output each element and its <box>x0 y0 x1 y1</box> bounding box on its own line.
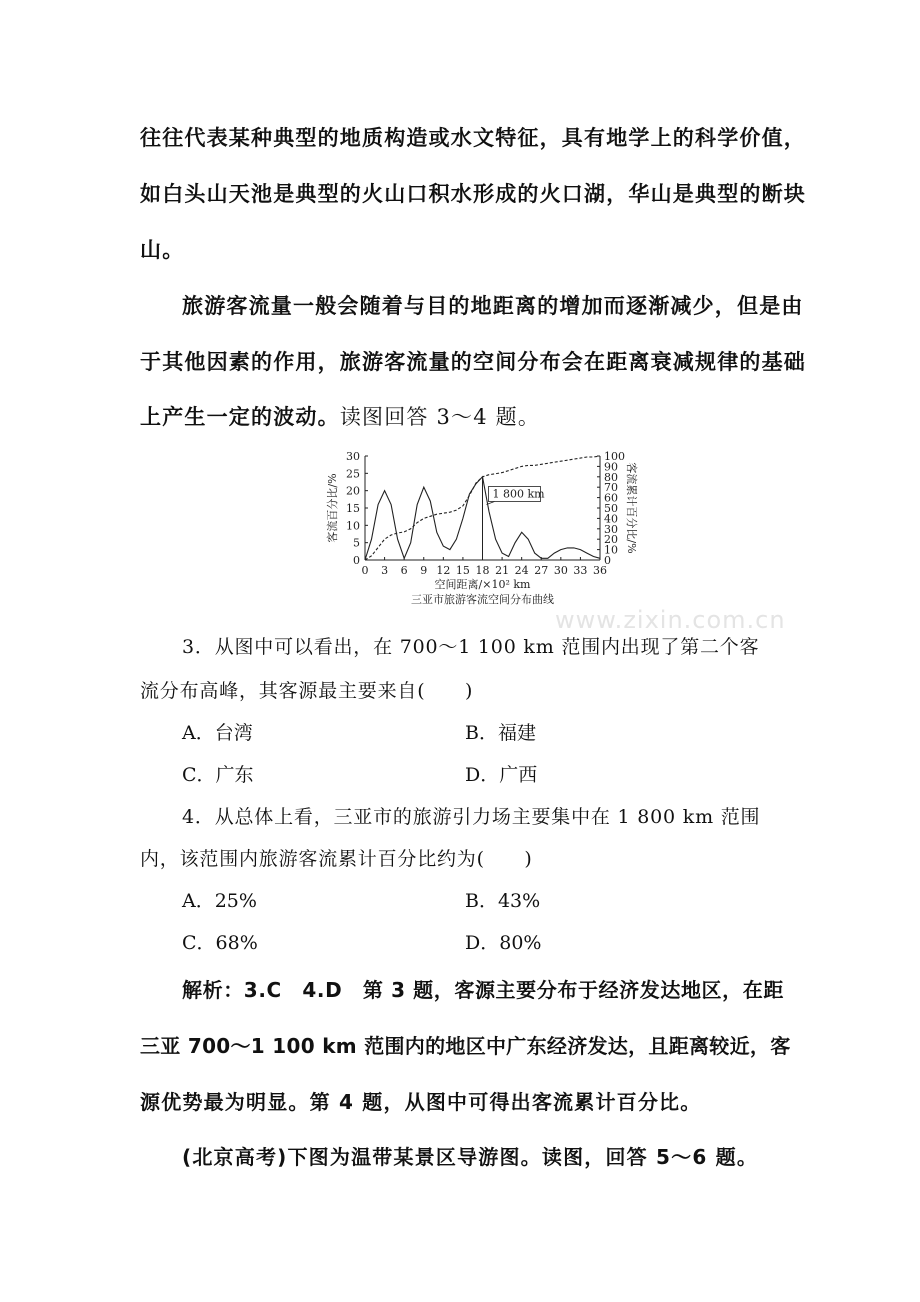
y-right-tick-label: 80 <box>604 470 618 484</box>
analysis-line: 三亚 700～1 100 km 范围内的地区中广东经济发达，且距离较近，客 <box>140 1034 791 1058</box>
annotation-label: 1 800 km <box>492 487 545 501</box>
y-left-tick-label: 30 <box>346 450 360 463</box>
q4-option-d: D．80% <box>465 932 542 954</box>
y-left-axis-label: 客流百分比/% <box>326 473 339 543</box>
q3-option-b: B．福建 <box>465 722 536 744</box>
y-right-axis-label: 客流累计百分比/% <box>625 462 638 554</box>
y-left-tick-label: 0 <box>353 554 360 567</box>
x-tick-label: 15 <box>455 564 470 577</box>
y-right-tick-label: 30 <box>604 522 618 536</box>
paragraph-bold-part: 上产生一定的波动。 <box>140 405 340 429</box>
analysis-line: 源优势最为明显。第 4 题，从图中可得出客流累计百分比。 <box>140 1090 702 1114</box>
y-right-tick-label: 20 <box>604 533 618 547</box>
y-right-tick-label: 0 <box>604 554 611 567</box>
next-question-intro <box>182 1141 758 1170</box>
question-4-stem: 内，该范围内旅游客流累计百分比约为( ) <box>140 848 533 870</box>
x-tick-label: 27 <box>534 564 549 577</box>
paragraph-line: 山。 <box>140 238 185 262</box>
x-tick-label: 24 <box>514 564 529 577</box>
source-tag: (北京高考) <box>182 1145 288 1169</box>
y-right-tick-label: 70 <box>604 481 618 495</box>
x-tick-label: 30 <box>553 564 568 577</box>
y-left-tick-label: 5 <box>353 536 360 550</box>
y-left-tick-label: 10 <box>346 519 360 533</box>
paragraph-line: 往往代表某种典型的地质构造或水文特征，具有地学上的科学价值， <box>140 126 806 150</box>
x-tick-label: 6 <box>400 564 408 577</box>
x-tick-label: 12 <box>436 564 451 577</box>
question-3-stem: 流分布高峰，其客源最主要来自( ) <box>140 680 474 702</box>
y-left-tick-label: 20 <box>346 484 360 498</box>
y-right-tick-label: 100 <box>604 450 625 463</box>
question-4-stem: 4．从总体上看，三亚市的旅游引力场主要集中在 1 800 km 范围 <box>182 806 761 828</box>
x-tick-label: 33 <box>573 564 588 577</box>
intro-text: 下图为温带某景区导游图。读图，回答 5～6 题。 <box>287 1145 759 1169</box>
paragraph-line <box>140 401 540 431</box>
question-3-stem: 3．从图中可以看出，在 700～1 100 km 范围内出现了第二个客 <box>182 636 760 658</box>
y-right-tick-label: 60 <box>604 491 618 505</box>
x-tick-label: 9 <box>420 564 428 577</box>
paragraph-line: 于其他因素的作用，旅游客流量的空间分布会在距离衰减规律的基础 <box>140 350 806 374</box>
x-tick-label: 0 <box>361 564 369 577</box>
y-left-tick-label: 25 <box>346 467 360 481</box>
x-tick-label: 18 <box>475 564 490 577</box>
q4-option-c: C．68% <box>182 932 258 954</box>
y-right-tick-label: 50 <box>604 502 618 515</box>
y-right-tick-label: 10 <box>604 543 618 557</box>
y-left-tick-label: 15 <box>346 502 360 515</box>
x-axis-label: 空间距离/×10² km <box>434 578 531 591</box>
x-tick-label: 36 <box>593 564 607 577</box>
q3-option-a: A．台湾 <box>182 722 253 744</box>
paragraph-line: 旅游客流量一般会随着与目的地距离的增加而逐渐减少，但是由 <box>182 294 804 318</box>
chart-title: 三亚市旅游客流空间分布曲线 <box>411 593 554 606</box>
x-tick-label: 3 <box>381 564 389 577</box>
x-tick-label: 21 <box>495 564 510 577</box>
q4-option-b: B．43% <box>465 890 541 912</box>
y-right-tick-label: 90 <box>604 460 618 474</box>
paragraph-line: 如白头山天池是典型的火山口积水形成的火口湖，华山是典型的断块 <box>140 182 806 206</box>
paragraph-plain-part: 读图回答 3～4 题。 <box>339 405 541 429</box>
y-right-tick-label: 40 <box>604 512 618 526</box>
q4-option-a: A．25% <box>182 890 257 912</box>
watermark: www.zixin.com.cn <box>555 606 786 634</box>
q3-option-c: C．广东 <box>182 764 254 786</box>
tourism-flow-chart <box>310 448 640 618</box>
q3-option-d: D．广西 <box>465 764 538 786</box>
analysis-line: 解析：3.C 4.D 第 3 题，客源主要分布于经济发达地区，在距 <box>182 978 784 1002</box>
